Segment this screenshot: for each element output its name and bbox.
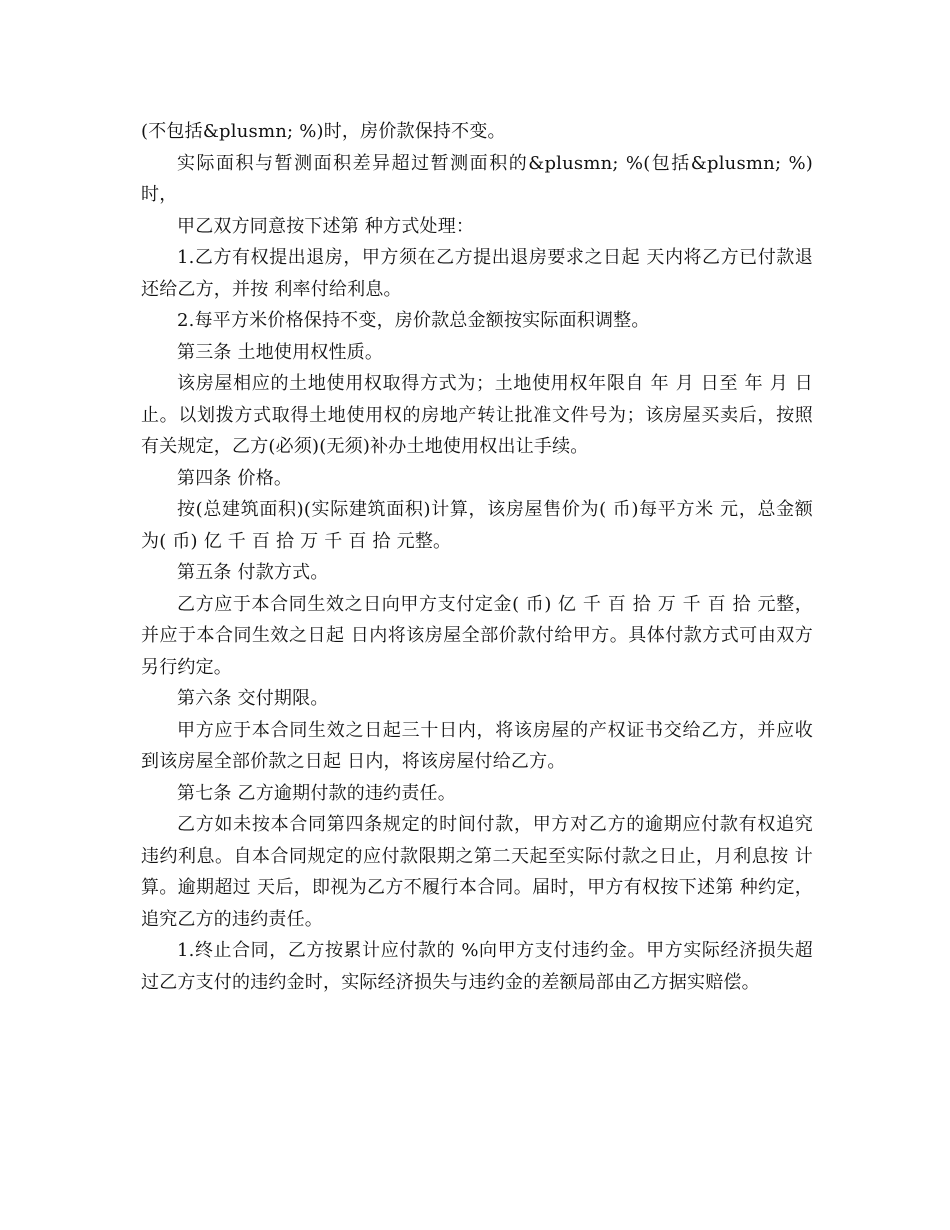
heading-article-4: 第四条 价格。 [177,467,293,489]
paragraph-agreement-method: 甲乙双方同意按下述第 种方式处理： [177,215,475,237]
paragraph-continuation: (不包括&plusmn; %)时，房价款保持不变。 [141,121,506,142]
paragraph-delivery: 甲方应于本合同生效之日起三十日内，将该房屋的产权证书交给乙方，并应收到该房屋全部价款之日起 日内，将该房屋付给乙方。 [141,719,813,772]
paragraph-area-difference: 实际面积与暂测面积差异超过暂测面积的&plusmn; %(包括&plusmn; %)时， [141,152,813,205]
paragraph-price: 按(总建筑面积)(实际建筑面积)计算，该房屋售价为( 币)每平方米 元，总金额为( 币) 亿 千 百 拾 万 千 百 拾 元整。 [141,499,813,552]
heading-article-3: 第三条 土地使用权性质。 [177,341,384,363]
paragraph-option-2-adjust: 2.每平方米价格保持不变，房价款总金额按实际面积调整。 [177,310,650,331]
document-body [141,116,813,998]
paragraph-payment: 乙方应于本合同生效之日向甲方支付定金( 币) 亿 千 百 拾 万 千 百 拾 元整，并应于本合同生效之日起 日内将该房屋全部价款付给甲方。具体付款方式可由双方另行约定。 [141,593,813,678]
paragraph-option-1-refund: 1.乙方有权提出退房，甲方须在乙方提出退房要求之日起 天内将乙方已付款退还给乙方，并按 利率付给利息。 [141,247,813,300]
heading-article-7: 第七条 乙方逾期付款的违约责任。 [177,782,456,804]
paragraph-late-payment: 乙方如未按本合同第四条规定的时间付款，甲方对乙方的逾期应付款有权追究违约利息。自本合同规定的应付款限期之第二天起至实际付款之日止，月利息按 计算。逾期超过 天后，即视为乙方不履行本合同。届时，甲方有权按下述第 种约定，追究乙方的违约责任。 [141,814,813,930]
paragraph-land-use-right: 该房屋相应的土地使用权取得方式为；土地使用权年限自 年 月 日至 年 月 日止。以划拨方式取得土地使用权的房地产转让批准文件号为；该房屋买卖后，按照有关规定，乙方(必须)(无须)补办土地使用权出让手续。 [141,373,813,457]
heading-article-6: 第六条 交付期限。 [177,688,329,709]
paragraph-termination: 1.终止合同，乙方按累计应付款的 %向甲方支付违约金。甲方实际经济损失超过乙方支付的违约金时，实际经济损失与违约金的差额局部由乙方据实赔偿。 [141,940,813,993]
heading-article-5: 第五条 付款方式。 [177,562,329,583]
